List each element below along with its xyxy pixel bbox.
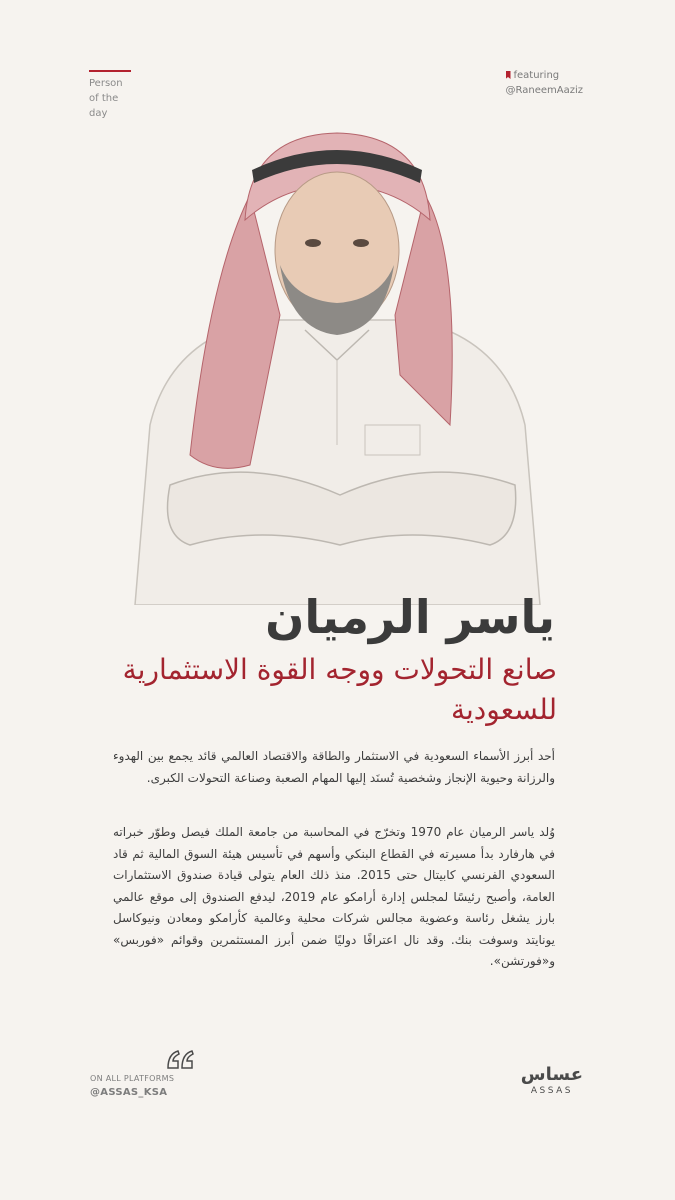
social-handle[interactable]: @ASSAS_KSA — [90, 1087, 168, 1098]
featuring-credit — [506, 68, 584, 98]
featuring-handle[interactable]: @RaneemAaziz — [505, 85, 583, 96]
portrait-illustration — [130, 125, 545, 605]
bio-paragraph: وُلد ياسر الرميان عام 1970 وتخرّج في المحاسبة من جامعة الملك فيصل وطوّر خبراته في هارفارد بدأ مسيرته في القطاع البنكي وأسهم في تأسيس هيئة السوق المالية ثم قاد السعودي الفرنسي كابيتال حتى 2015. منذ ذلك العام يتولى قيادة صندوق الاستثمارات العامة، وأصبح رئيسًا لمجلس إدارة أرامكو عام 2019، ليدفع الصندوق إلى موقع عالمي بارز يشغل رئاسة وعضوية مجالس شركات محلية وعالمية كأرامكو ومعادن ونيوكاسل يونايتد وسوفت بنك. وقد نال اعترافًا دوليًا ضمن أبرز المستثمرين وقوائم «فوربس» و«فورتشن». — [113, 825, 556, 968]
platforms-label: ON ALL PLATFORMS — [90, 1074, 175, 1083]
person-of-the-day-tag — [89, 70, 131, 121]
featuring-label: featuring — [513, 70, 560, 81]
bookmark-icon — [506, 71, 511, 79]
person-of-the-day-label: Person of the day — [89, 78, 123, 119]
intro-paragraph: أحد أبرز الأسماء السعودية في الاستثمار والطاقة والاقتصاد العالمي قائد يجمع بين الهدوء والرزانة وحيوية الإنجاز وشخصية تُسنَد إليها المهام الصعبة وصناعة التحولات الكبرى. — [113, 749, 555, 785]
platforms-info — [90, 1072, 174, 1100]
accent-rule — [89, 70, 131, 72]
logo-arabic: عساس — [520, 1064, 583, 1085]
quote-icon — [166, 1048, 196, 1072]
logo-english: ASSAS — [530, 1086, 573, 1096]
assas-logo — [521, 1064, 583, 1096]
subtitle: صانع التحولات ووجه القوة الاستثمارية للسعودية — [122, 653, 557, 726]
page-title: ياسر الرميان — [265, 590, 555, 644]
